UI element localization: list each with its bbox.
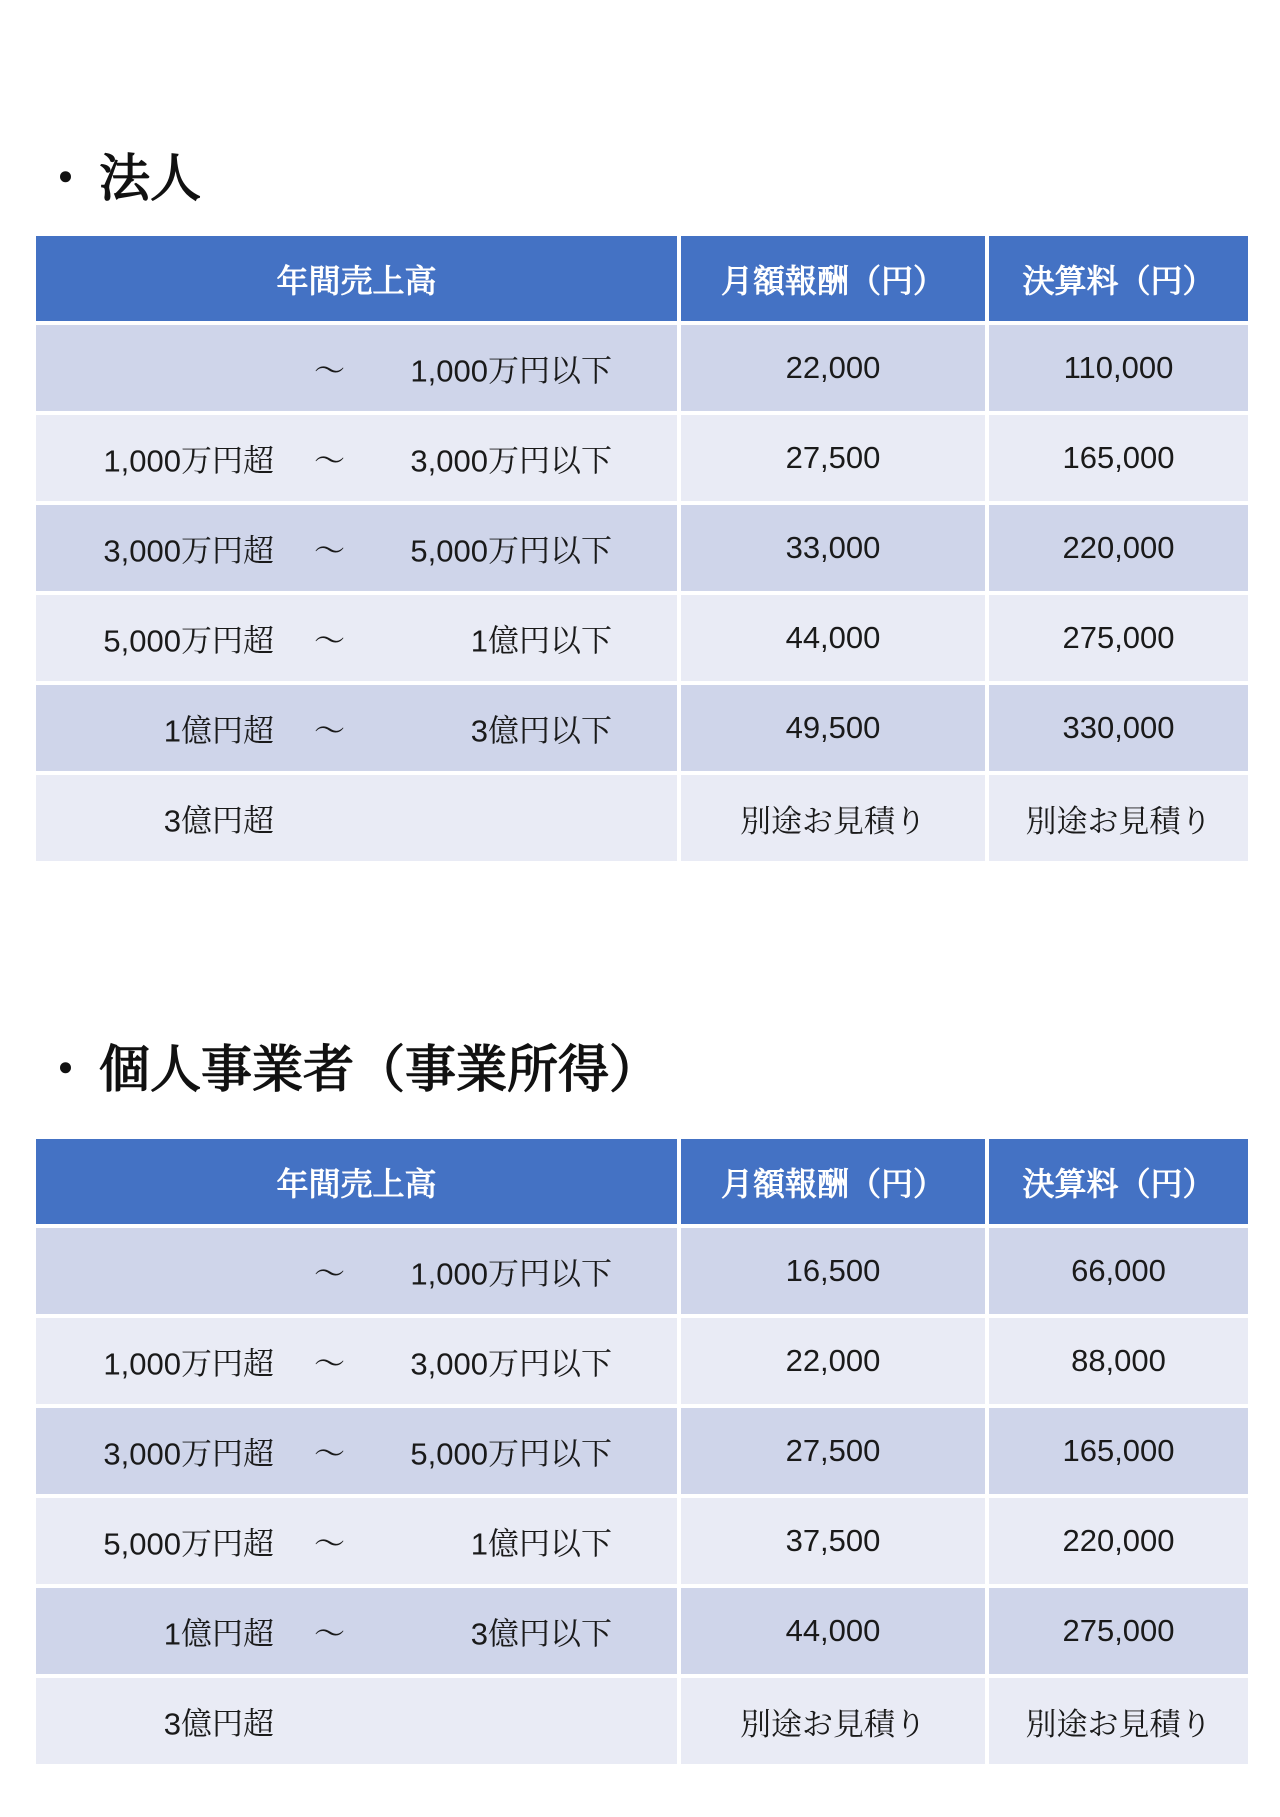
header-monthly-fee: 月額報酬（円） — [679, 1137, 987, 1226]
range-tilde: ～ — [314, 623, 345, 659]
range-from: 1億円超 — [163, 1616, 274, 1652]
settlement-fee-cell: 165,000 — [987, 413, 1250, 503]
sales-range-cell — [34, 773, 679, 863]
range-tilde: ～ — [314, 353, 345, 389]
settlement-fee-cell: 165,000 — [987, 1406, 1250, 1496]
monthly-fee-cell: 27,500 — [679, 1406, 987, 1496]
range-from: 3億円超 — [163, 803, 274, 839]
sales-range-cell — [34, 413, 679, 503]
monthly-fee-cell: 22,000 — [679, 1316, 987, 1406]
table-row — [34, 503, 1250, 593]
sales-range-cell — [34, 1316, 679, 1406]
settlement-fee-cell: 275,000 — [987, 1586, 1250, 1676]
range-tilde: ～ — [314, 1346, 345, 1382]
monthly-fee-cell: 22,000 — [679, 323, 987, 413]
monthly-fee-cell: 49,500 — [679, 683, 987, 773]
section-title-text: 個人事業者（事業所得） — [99, 1041, 661, 1100]
header-settlement-fee: 決算料（円） — [987, 1137, 1250, 1226]
settlement-fee-cell: 別途お見積り — [987, 773, 1250, 863]
monthly-fee-cell: 33,000 — [679, 503, 987, 593]
sales-range-cell — [34, 683, 679, 773]
table-row — [34, 1676, 1250, 1766]
range-from: 1,000万円超 — [103, 443, 274, 479]
settlement-fee-cell: 220,000 — [987, 1496, 1250, 1586]
table-row — [34, 683, 1250, 773]
sales-range-cell — [34, 1226, 679, 1316]
range-to: 3億円以下 — [470, 713, 612, 749]
table-row — [34, 1406, 1250, 1496]
range-tilde: ～ — [314, 1436, 345, 1472]
sales-range-cell — [34, 1496, 679, 1586]
range-tilde: ～ — [314, 1526, 345, 1562]
range-tilde: ～ — [314, 1256, 345, 1292]
monthly-fee-cell: 44,000 — [679, 593, 987, 683]
table-row — [34, 323, 1250, 413]
sole-proprietor-section-title — [40, 1041, 661, 1100]
range-from: 5,000万円超 — [103, 623, 274, 659]
range-from: 1億円超 — [163, 713, 274, 749]
table-header-row — [34, 234, 1250, 323]
monthly-fee-cell: 37,500 — [679, 1496, 987, 1586]
range-from: 3,000万円超 — [103, 1436, 274, 1472]
sales-range-cell — [34, 1406, 679, 1496]
header-annual-sales: 年間売上高 — [34, 234, 679, 323]
header-annual-sales: 年間売上高 — [34, 1137, 679, 1226]
settlement-fee-cell: 330,000 — [987, 683, 1250, 773]
range-to: 1,000万円以下 — [410, 1256, 612, 1292]
monthly-fee-cell: 27,500 — [679, 413, 987, 503]
sales-range-cell — [34, 593, 679, 683]
range-tilde: ～ — [314, 1616, 345, 1652]
table-row — [34, 1586, 1250, 1676]
range-tilde: ～ — [314, 533, 345, 569]
settlement-fee-cell: 275,000 — [987, 593, 1250, 683]
range-to: 1,000万円以下 — [410, 353, 612, 389]
range-to: 3,000万円以下 — [410, 1346, 612, 1382]
range-from: 3億円超 — [163, 1706, 274, 1742]
settlement-fee-cell: 220,000 — [987, 503, 1250, 593]
header-monthly-fee: 月額報酬（円） — [679, 234, 987, 323]
sales-range-cell — [34, 503, 679, 593]
settlement-fee-cell: 110,000 — [987, 323, 1250, 413]
header-settlement-fee: 決算料（円） — [987, 234, 1250, 323]
range-to: 1億円以下 — [470, 1526, 612, 1562]
table-row — [34, 773, 1250, 863]
table-row — [34, 1226, 1250, 1316]
table-row — [34, 1316, 1250, 1406]
table-row — [34, 1496, 1250, 1586]
sales-range-cell — [34, 1676, 679, 1766]
table-header-row — [34, 1137, 1250, 1226]
range-to: 5,000万円以下 — [410, 1436, 612, 1472]
range-to: 5,000万円以下 — [410, 533, 612, 569]
sales-range-cell — [34, 323, 679, 413]
corporate-fee-table — [32, 232, 1252, 865]
range-from: 1,000万円超 — [103, 1346, 274, 1382]
monthly-fee-cell: 44,000 — [679, 1586, 987, 1676]
section-title-text: 法人 — [99, 150, 202, 209]
monthly-fee-cell: 16,500 — [679, 1226, 987, 1316]
corporate-section-title — [40, 150, 202, 209]
settlement-fee-cell: 88,000 — [987, 1316, 1250, 1406]
table-row — [34, 413, 1250, 503]
settlement-fee-cell: 66,000 — [987, 1226, 1250, 1316]
range-from: 3,000万円超 — [103, 533, 274, 569]
settlement-fee-cell: 別途お見積り — [987, 1676, 1250, 1766]
range-to: 3億円以下 — [470, 1616, 612, 1652]
sole-proprietor-fee-table — [32, 1135, 1252, 1768]
monthly-fee-cell: 別途お見積り — [679, 773, 987, 863]
range-to: 1億円以下 — [470, 623, 612, 659]
bullet: ・ — [40, 150, 92, 209]
sales-range-cell — [34, 1586, 679, 1676]
bullet: ・ — [40, 1041, 92, 1100]
table-row — [34, 593, 1250, 683]
range-tilde: ～ — [314, 443, 345, 479]
range-from: 5,000万円超 — [103, 1526, 274, 1562]
monthly-fee-cell: 別途お見積り — [679, 1676, 987, 1766]
range-tilde: ～ — [314, 713, 345, 749]
range-to: 3,000万円以下 — [410, 443, 612, 479]
